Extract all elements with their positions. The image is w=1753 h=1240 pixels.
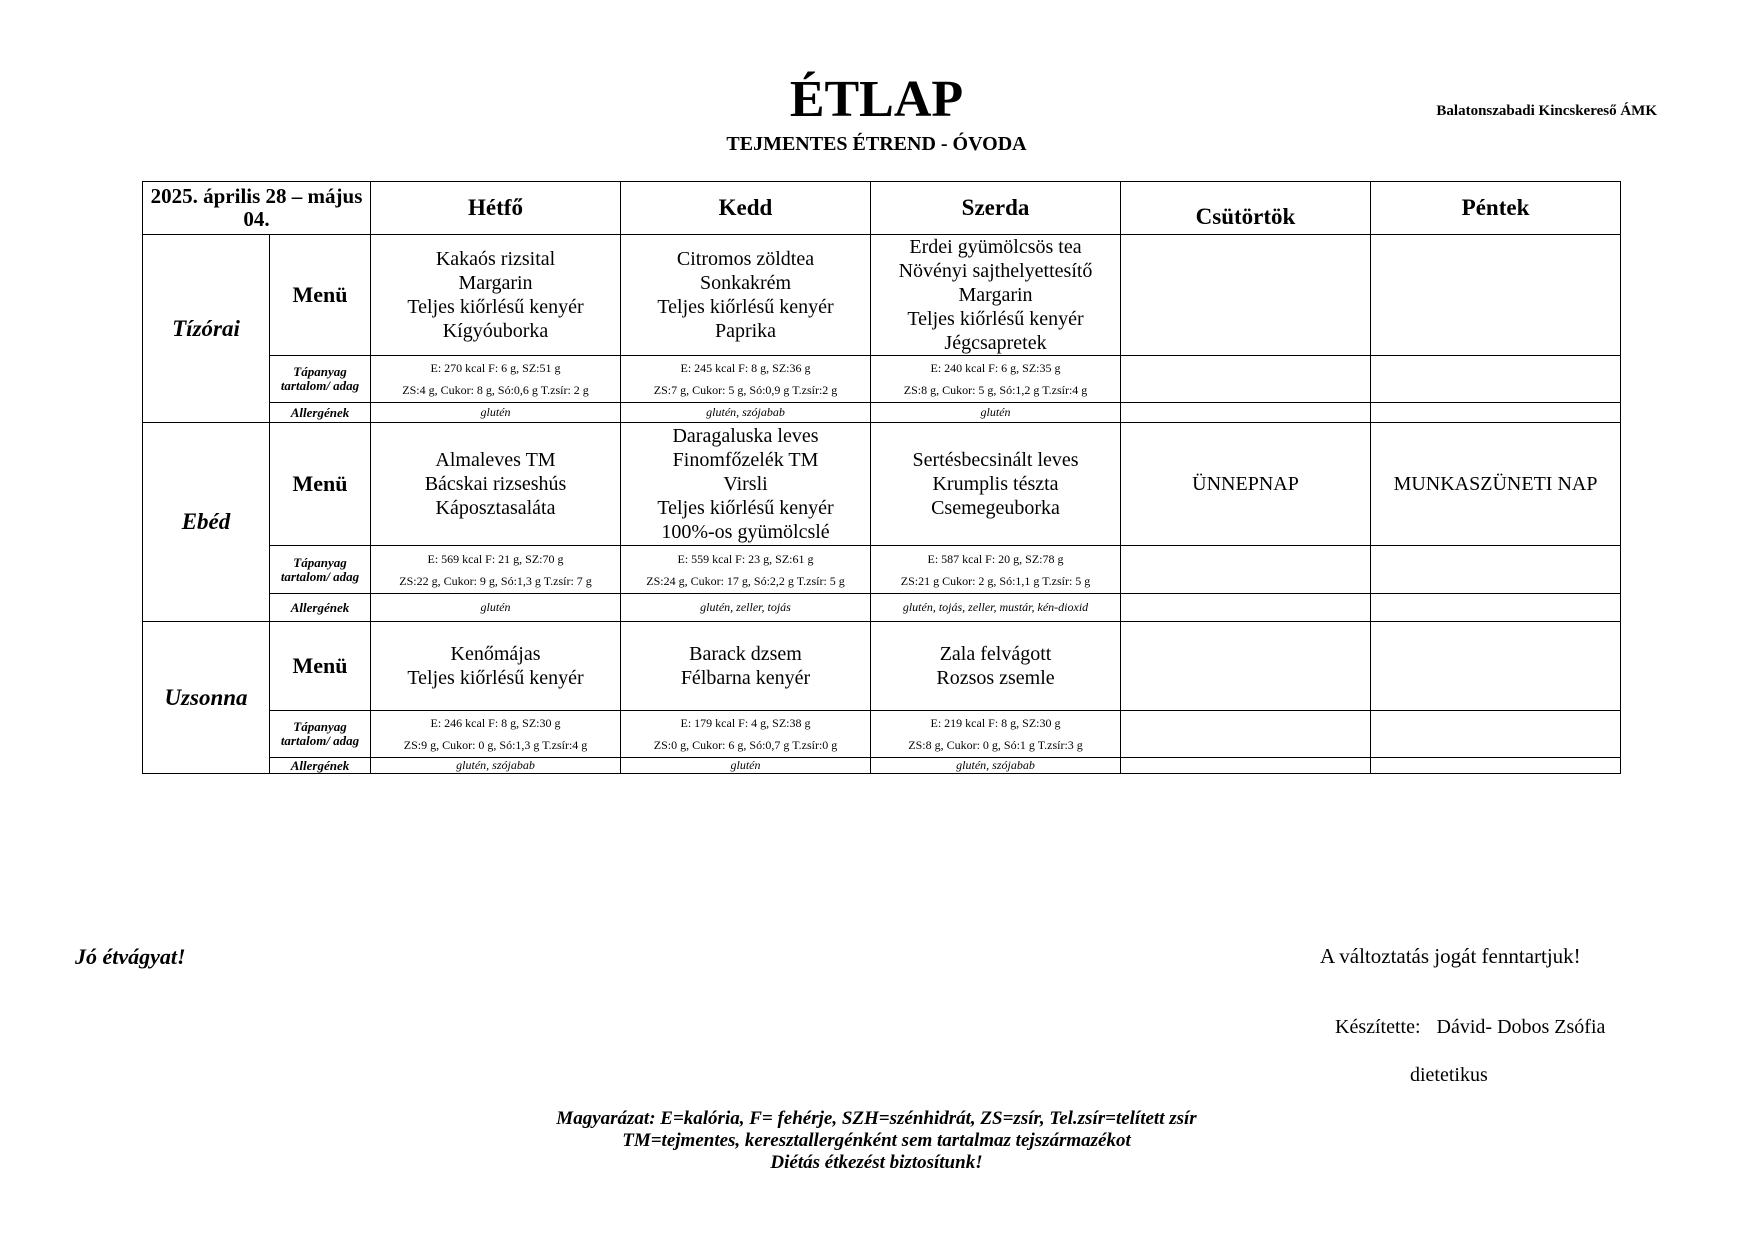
allergen-cell-monday: glutén <box>371 403 621 423</box>
menu-cell-tuesday <box>621 622 871 711</box>
dish-item: Margarin <box>958 284 1033 306</box>
meal-allergens-row <box>143 758 1621 774</box>
nutrition-cell-thursday <box>1121 546 1371 594</box>
dish-item: Margarin <box>458 272 533 294</box>
made-by <box>1335 1016 1605 1039</box>
dish-item: Paprika <box>714 320 777 342</box>
nutrition-line: E: 270 kcal F: 6 g, SZ:51 g <box>430 361 561 375</box>
dish-item: Krumplis tészta <box>932 473 1059 495</box>
dish-item: Bácskai rizseshús <box>424 473 567 495</box>
menu-cell-friday <box>1371 423 1621 546</box>
row-label-nutrition: Tápanyag tartalom/ adag <box>270 356 371 403</box>
nutrition-cell-friday <box>1371 711 1621 758</box>
dish-item: 100%-os gyümölcslé <box>661 521 830 543</box>
dish-item: Teljes kiőrlésű kenyér <box>657 497 834 519</box>
day-header-wednesday: Szerda <box>871 182 1121 235</box>
legend <box>0 1108 1753 1174</box>
nutrition-cell-thursday <box>1121 711 1371 758</box>
nutrition-cell-tuesday <box>621 546 871 594</box>
dish-item: Jégcsapretek <box>944 332 1047 354</box>
allergen-cell-monday: glutén <box>371 594 621 622</box>
row-label-menu: Menü <box>270 235 371 356</box>
day-header-tuesday: Kedd <box>621 182 871 235</box>
menu-cell-monday <box>371 622 621 711</box>
meal-nutrition-row <box>143 356 1621 403</box>
day-header-monday: Hétfő <box>371 182 621 235</box>
nutrition-cell-friday <box>1371 356 1621 403</box>
nutrition-cell-monday <box>371 546 621 594</box>
dish-item: Kakaós rizsital <box>435 248 556 270</box>
nutrition-cell-friday <box>1371 546 1621 594</box>
menu-cell-thursday <box>1121 622 1371 711</box>
dish-item: Teljes kiőrlésű kenyér <box>907 308 1084 330</box>
allergen-cell-tuesday: glutén, szójabab <box>621 403 871 423</box>
dish-item: Káposztasaláta <box>435 497 556 519</box>
meal-name: Uzsonna <box>143 622 270 774</box>
meal-nutrition-row <box>143 546 1621 594</box>
nutrition-line: ZS:8 g, Cukor: 0 g, Só:1 g T.zsír:3 g <box>908 738 1083 752</box>
nutrition-line: E: 179 kcal F: 4 g, SZ:38 g <box>680 716 811 730</box>
made-by-label: Készítette: <box>1335 1016 1421 1038</box>
dish-item: Rozsos zsemle <box>936 667 1055 689</box>
allergen-cell-tuesday: glutén, zeller, tojás <box>621 594 871 622</box>
menu-cell-monday <box>371 235 621 356</box>
menu-cell-thursday <box>1121 423 1371 546</box>
holiday-label: MUNKASZÜNETI NAP <box>1393 473 1598 495</box>
dish-item: Teljes kiőrlésű kenyér <box>407 296 584 318</box>
dish-item: Daragaluska leves <box>672 425 819 447</box>
allergen-cell-wednesday: glutén, tojás, zeller, mustár, kén-dioxid <box>871 594 1121 622</box>
nutrition-cell-wednesday <box>871 546 1121 594</box>
meal-menu-row <box>143 235 1621 356</box>
dish-item: Csemegeuborka <box>931 497 1060 519</box>
menu-cell-tuesday <box>621 235 871 356</box>
dish-item: Citromos zöldtea <box>676 248 815 270</box>
nutrition-line: ZS:21 g Cukor: 2 g, Só:1,1 g T.zsír: 5 g <box>900 573 1091 588</box>
allergen-cell-friday <box>1371 594 1621 622</box>
row-label-menu: Menü <box>270 622 371 711</box>
nutrition-cell-tuesday <box>621 711 871 758</box>
nutrition-line: ZS:22 g, Cukor: 9 g, Só:1,3 g T.zsír: 7 g <box>399 573 592 588</box>
meal-nutrition-row <box>143 711 1621 758</box>
nutrition-cell-monday <box>371 356 621 403</box>
day-header-friday: Péntek <box>1371 182 1621 235</box>
dish-item: Kígyóuborka <box>442 320 549 342</box>
nutrition-line: E: 245 kcal F: 8 g, SZ:36 g <box>680 361 811 375</box>
institution-name: Balatonszabadi Kincskereső ÁMK <box>1436 103 1657 119</box>
dish-item: Virsli <box>723 473 768 495</box>
disclaimer: A változtatás jogát fenntartjuk! <box>1320 944 1581 968</box>
nutrition-line: E: 219 kcal F: 8 g, SZ:30 g <box>930 716 1061 730</box>
nutrition-line: E: 587 kcal F: 20 g, SZ:78 g <box>927 551 1064 566</box>
allergen-cell-thursday <box>1121 594 1371 622</box>
dish-item: Erdei gyümölcsös tea <box>909 236 1082 258</box>
row-label-menu: Menü <box>270 423 371 546</box>
allergen-cell-friday <box>1371 758 1621 774</box>
meal-allergens-row <box>143 594 1621 622</box>
row-label-nutrition: Tápanyag tartalom/ adag <box>270 546 371 594</box>
dish-item: Almaleves TM <box>435 449 556 471</box>
greeting: Jó étvágyat! <box>75 944 186 969</box>
nutrition-cell-monday <box>371 711 621 758</box>
legend-line: Magyarázat: E=kalória, F= fehérje, SZH=szénhidrát, ZS=zsír, Tel.zsír=telített zsír <box>556 1108 1197 1129</box>
dish-item: Finomfőzelék TM <box>672 449 819 471</box>
page-title: ÉTLAP <box>789 71 964 128</box>
row-label-allergens: Allergének <box>270 758 371 774</box>
allergen-cell-thursday <box>1121 403 1371 423</box>
legend-line: TM=tejmentes, keresztallergénként sem tartalmaz tejszármazékot <box>622 1130 1131 1151</box>
allergen-cell-thursday <box>1121 758 1371 774</box>
dish-item: Sonkakrém <box>699 272 792 294</box>
menu-table <box>142 181 1621 774</box>
dish-item: Teljes kiőrlésű kenyér <box>657 296 834 318</box>
holiday-label: ÜNNEPNAP <box>1192 473 1299 495</box>
author-role: dietetikus <box>1410 1064 1488 1086</box>
page-subtitle: TEJMENTES ÉTREND - ÓVODA <box>726 133 1027 155</box>
nutrition-cell-thursday <box>1121 356 1371 403</box>
nutrition-line: ZS:9 g, Cukor: 0 g, Só:1,3 g T.zsír:4 g <box>403 738 588 752</box>
allergen-cell-friday <box>1371 403 1621 423</box>
meal-menu-row <box>143 423 1621 546</box>
menu-cell-wednesday <box>871 423 1121 546</box>
day-header-thursday: Csütörtök <box>1121 182 1371 235</box>
header-row <box>143 182 1621 235</box>
menu-cell-friday <box>1371 235 1621 356</box>
meal-name: Ebéd <box>143 423 270 622</box>
date-range: 2025. április 28 – május 04. <box>143 182 371 235</box>
nutrition-line: E: 240 kcal F: 6 g, SZ:35 g <box>930 361 1061 375</box>
dish-item: Sertésbecsinált leves <box>912 449 1079 471</box>
menu-cell-wednesday <box>871 235 1121 356</box>
nutrition-line: ZS:0 g, Cukor: 6 g, Só:0,7 g T.zsír:0 g <box>653 738 838 752</box>
nutrition-cell-tuesday <box>621 356 871 403</box>
nutrition-line: E: 246 kcal F: 8 g, SZ:30 g <box>430 716 561 730</box>
row-label-nutrition: Tápanyag tartalom/ adag <box>270 711 371 758</box>
meal-allergens-row <box>143 403 1621 423</box>
dish-item: Növényi sajthelyettesítő <box>898 260 1093 282</box>
legend-line: Diétás étkezést biztosítunk! <box>770 1152 983 1173</box>
meal-name: Tízórai <box>143 235 270 423</box>
dish-item: Barack dzsem <box>689 643 802 665</box>
nutrition-line: ZS:7 g, Cukor: 5 g, Só:0,9 g T.zsír:2 g <box>653 383 838 397</box>
menu-cell-tuesday <box>621 423 871 546</box>
nutrition-line: ZS:8 g, Cukor: 5 g, Só:1,2 g T.zsír:4 g <box>903 383 1088 397</box>
menu-cell-wednesday <box>871 622 1121 711</box>
allergen-cell-tuesday: glutén <box>621 758 871 774</box>
nutrition-line: E: 569 kcal F: 21 g, SZ:70 g <box>427 551 564 566</box>
menu-table-body <box>143 182 1621 774</box>
meal-menu-row <box>143 622 1621 711</box>
row-label-allergens: Allergének <box>270 594 371 622</box>
allergen-cell-wednesday: glutén <box>871 403 1121 423</box>
menu-cell-monday <box>371 423 621 546</box>
dish-item: Teljes kiőrlésű kenyér <box>407 667 584 689</box>
nutrition-line: ZS:4 g, Cukor: 8 g, Só:0,6 g T.zsír: 2 g <box>402 383 589 397</box>
menu-cell-thursday <box>1121 235 1371 356</box>
nutrition-cell-wednesday <box>871 711 1121 758</box>
allergen-cell-wednesday: glutén, szójabab <box>871 758 1121 774</box>
row-label-allergens: Allergének <box>270 403 371 423</box>
dish-item: Zala felvágott <box>939 643 1052 665</box>
made-by-name: Dávid- Dobos Zsófia <box>1436 1016 1606 1038</box>
nutrition-cell-wednesday <box>871 356 1121 403</box>
allergen-cell-monday: glutén, szójabab <box>371 758 621 774</box>
nutrition-line: ZS:24 g, Cukor: 17 g, Só:2,2 g T.zsír: 5 g <box>646 573 845 588</box>
dish-item: Félbarna kenyér <box>680 667 811 689</box>
nutrition-line: E: 559 kcal F: 23 g, SZ:61 g <box>677 551 814 566</box>
dish-item: Kenőmájas <box>450 643 541 665</box>
menu-cell-friday <box>1371 622 1621 711</box>
